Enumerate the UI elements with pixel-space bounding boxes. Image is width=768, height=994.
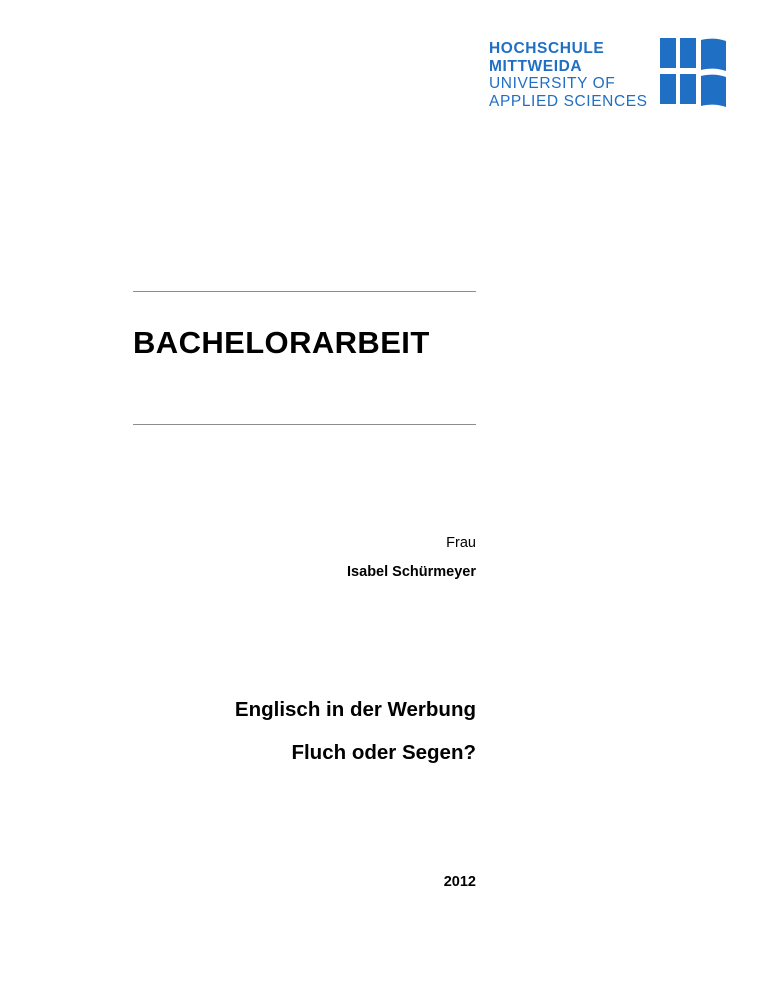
logo-line-mittweida: MITTWEIDA: [489, 57, 583, 75]
topic-line-2: Fluch oder Segen?: [291, 740, 476, 764]
topic-line-1: Englisch in der Werbung: [234, 698, 476, 721]
institution-logo-text: [489, 38, 648, 111]
topic-block: [133, 700, 476, 763]
logo-line-hochschule: HOCHSCHULE: [489, 40, 605, 57]
author-block: [133, 533, 476, 584]
title-rule-bottom: [133, 424, 476, 425]
publication-year: 2012: [443, 874, 476, 890]
logo-line-applied-sciences: APPLIED SCIENCES: [489, 92, 648, 110]
author-salutation: Frau: [446, 535, 476, 551]
page-title: BACHELORARBEIT: [133, 325, 430, 360]
logo-line-university-of: UNIVERSITY OF: [489, 75, 616, 93]
title-rule-top: [133, 291, 476, 292]
book-pages-logo-icon: [660, 38, 734, 110]
institution-logo: [489, 38, 734, 111]
author-name: Isabel Schürmeyer: [347, 563, 476, 580]
